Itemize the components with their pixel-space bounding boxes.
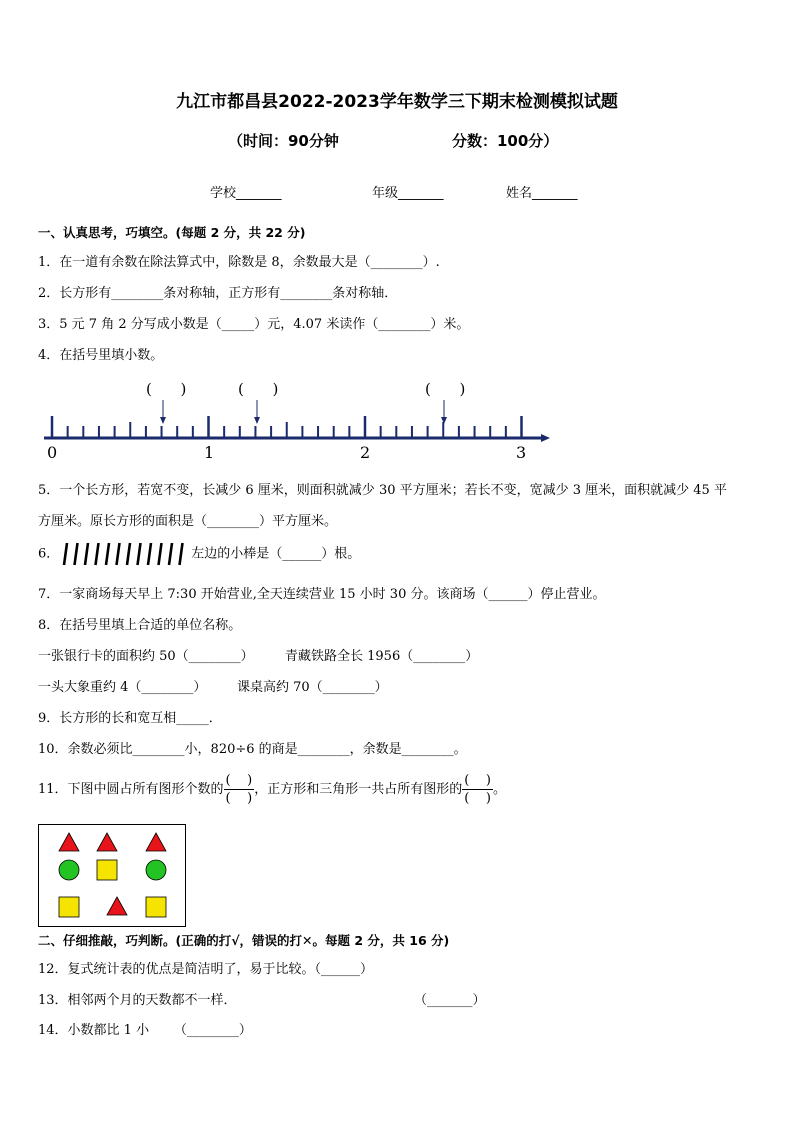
section-1-heading: 一、认真思考，巧填空。(每题 2 分，共 22 分)	[38, 225, 306, 240]
question-11-part-1: 11．下图中圆占所有图形个数的	[38, 782, 224, 797]
triangle-shape-1	[59, 833, 79, 851]
triangle-shape-4	[107, 897, 127, 915]
circle-shape-1	[59, 860, 79, 880]
label-0: 0	[47, 443, 58, 462]
question-5-line-1: 5．一个长方形，若宽不变，长减少 6 厘米，则面积就减少 30 平方厘米；若长不变，宽减少 3 厘米，面积就减少 45 平	[38, 483, 727, 498]
circle-shape-2	[146, 860, 166, 880]
question-8-item-a: 一张银行卡的面积约 50（________）	[38, 649, 254, 664]
square-shape-3	[146, 897, 166, 917]
question-11-part-2: ，正方形和三角形一共占所有图形的	[254, 782, 463, 797]
page-title: 九江市都昌县2022-2023学年数学三下期末检测模拟试题	[176, 92, 618, 112]
pointer-3	[441, 400, 447, 424]
number-line	[38, 372, 558, 464]
stick	[180, 543, 183, 565]
stick	[64, 543, 67, 565]
question-4: 4．在括号里填小数。	[38, 348, 164, 363]
stick	[106, 543, 109, 565]
question-6-text: 左边的小棒是（______）根。	[191, 546, 361, 562]
pointer-2	[254, 400, 260, 424]
sticks-figure	[59, 540, 191, 568]
question-11	[38, 772, 506, 807]
question-11-part-3: 。	[492, 782, 506, 797]
question-6-number: 6．	[38, 546, 60, 562]
square-shape-1	[97, 860, 117, 880]
question-5-line-2: 方厘米。原长方形的面积是（________）平方厘米。	[38, 514, 338, 529]
question-9: 9．长方形的长和宽互相_____．	[38, 711, 222, 726]
fraction-2-numerator: ( )	[464, 773, 491, 788]
section-2-heading: 二、仔细推敲，巧判断。(正确的打√，错误的打✕。每题 2 分，共 16 分)	[38, 933, 450, 948]
stick	[138, 543, 141, 565]
label-1: 1	[204, 443, 215, 462]
question-6	[38, 540, 360, 568]
blank-3: ( )	[425, 380, 466, 398]
stick	[127, 543, 130, 565]
question-12: 12．复式统计表的优点是简洁明了，易于比较。（______）	[38, 962, 374, 977]
label-3: 3	[516, 443, 527, 462]
school-field: 学校_______	[210, 186, 282, 201]
name-field: 姓名_______	[506, 186, 578, 201]
fraction-blank-1	[224, 772, 255, 807]
label-2: 2	[360, 443, 371, 462]
stick	[159, 543, 162, 565]
question-8-item-b: 青藏铁路全长 1956（________）	[285, 649, 479, 664]
question-13-blank: （_______）	[414, 993, 486, 1008]
question-14: 14．小数都比 1 小 （________）	[38, 1023, 252, 1038]
question-2: 2．长方形有________条对称轴，正方形有________条对称轴．	[38, 286, 398, 301]
stick	[96, 543, 99, 565]
arrow-right-icon	[541, 434, 550, 442]
triangle-shape-2	[97, 833, 117, 851]
question-8: 8．在括号里填上合适的单位名称。	[38, 618, 242, 633]
stick	[75, 543, 78, 565]
stick	[117, 543, 120, 565]
stick	[148, 543, 151, 565]
exam-score: 分数：100分）	[452, 132, 559, 150]
question-3: 3．5 元 7 角 2 分写成小数是（_____）元，4.07 米读作（________）米。	[38, 317, 470, 332]
question-10: 10．余数必须比________小，820÷6 的商是________，余数是________。	[38, 742, 467, 757]
question-8-item-d: 课桌高约 70（________）	[237, 680, 388, 695]
blank-2: ( )	[238, 380, 279, 398]
blank-1: ( )	[146, 380, 187, 398]
fraction-blank-2	[462, 772, 493, 807]
stick	[169, 543, 172, 565]
pointer-1	[160, 400, 166, 424]
question-13: 13．相邻两个月的天数都不一样．	[38, 993, 237, 1008]
triangle-shape-3	[146, 833, 166, 851]
question-7: 7．一家商场每天早上 7:30 开始营业,全天连续营业 15 小时 30 分。该商场（______）停止营业。	[38, 587, 606, 602]
fraction-2-denominator: ( )	[464, 791, 491, 806]
fraction-1-denominator: ( )	[225, 791, 253, 806]
shapes-figure	[38, 824, 186, 927]
question-8-item-c: 一头大象重约 4（________）	[38, 680, 207, 695]
square-shape-2	[59, 897, 79, 917]
question-1: 1．在一道有余数在除法算式中，除数是 8，余数最大是（________）.	[38, 255, 440, 270]
stick	[85, 543, 88, 565]
fraction-1-numerator: ( )	[225, 773, 253, 788]
number-line-ticks	[52, 416, 522, 438]
shapes-canvas	[39, 825, 185, 926]
exam-time: （时间：90分钟	[228, 132, 339, 150]
grade-field: 年级_______	[372, 186, 444, 201]
